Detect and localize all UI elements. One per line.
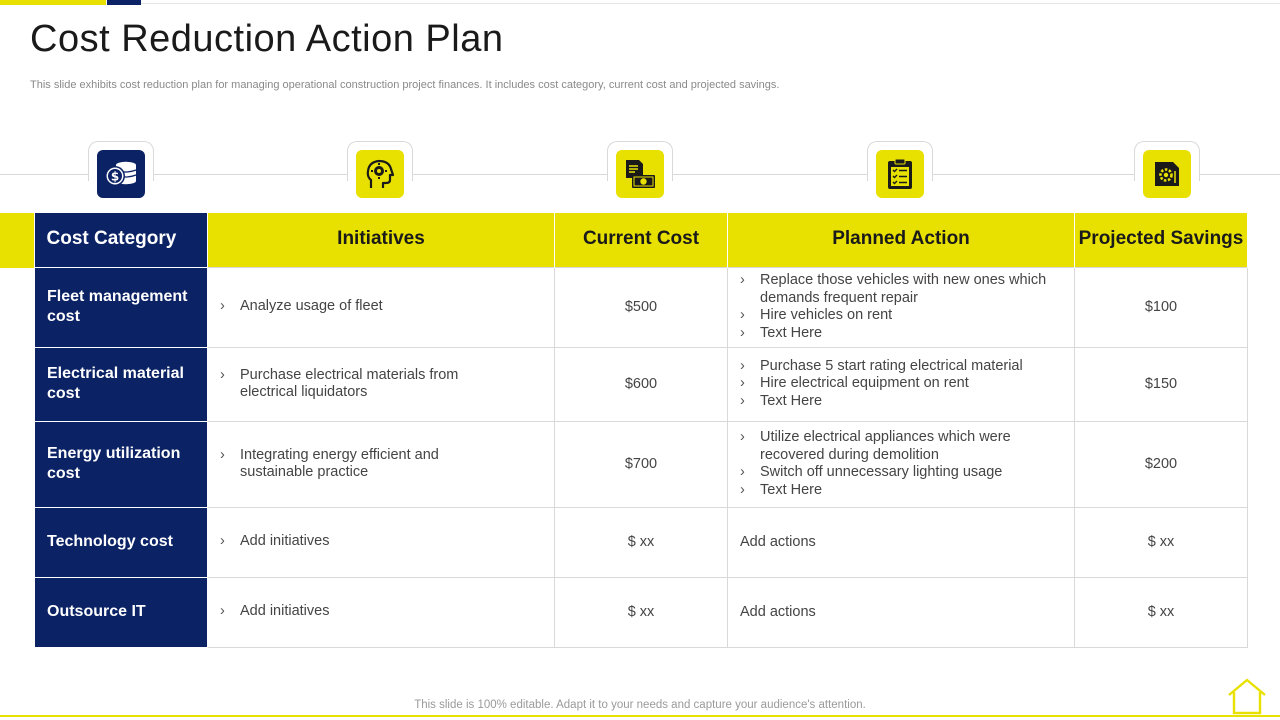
icon-holder-planned-action [867,141,933,207]
header-initiatives: Initiatives [208,213,555,267]
action-text: Text Here [760,392,823,409]
action-text: Replace those vehicles with new ones which demands frequent repair [760,272,1047,306]
settings-document-icon [1143,150,1191,198]
action-text: Purchase 5 start rating electrical material [760,357,1023,374]
initiative-text: Add initiatives [240,603,330,620]
row-projected-savings: $ xx [1075,577,1248,647]
row-planned-action: Add actions [728,507,1075,577]
table-row [35,421,1248,507]
top-accent-yellow [0,0,106,5]
row-projected-savings: $ xx [1075,507,1248,577]
initiative-text: Integrating energy efficient and sustainable practice [240,446,439,480]
left-accent-stub [0,213,34,268]
row-initiatives: › Add initiatives [208,507,555,577]
home-icon[interactable] [1226,677,1268,715]
page-title: Cost Reduction Action Plan [30,18,504,60]
row-current-cost: $ xx [555,507,728,577]
row-current-cost: $500 [555,267,728,347]
icon-holder-current-cost [607,141,673,207]
initiative-text: Purchase electrical materials from electrical liquidators [240,366,459,400]
row-planned-action: Add actions [728,577,1075,647]
action-text: Text Here [760,324,823,341]
table-row [35,347,1248,421]
row-current-cost: $700 [555,421,728,507]
action-text: Hire vehicles on rent [760,307,893,323]
bill-money-icon [616,150,664,198]
coins-dollar-icon [97,150,145,198]
top-accent-navy [107,0,141,5]
bottom-accent-line [0,715,1280,717]
row-initiatives: › Integrating energy efficient and sustainable practice [208,421,555,507]
row-projected-savings: $100 [1075,267,1248,347]
row-category: Technology cost [35,507,208,577]
row-initiatives: › Analyze usage of fleet [208,267,555,347]
row-initiatives: › Add initiatives [208,577,555,647]
row-planned-action: › Utilize electrical appliances which were recovered during demolition › Switch off unnecessary lighting usage › Text Here [728,421,1075,507]
row-category: Outsource IT [35,577,208,647]
header-projected-savings: Projected Savings [1075,213,1248,267]
icon-holder-projected-savings [1134,141,1200,207]
page-subtitle: This slide exhibits cost reduction plan for managing operational construction project finances. It includes cost category, current cost and projected savings. [30,79,780,91]
row-projected-savings: $200 [1075,421,1248,507]
table-row [35,267,1248,347]
top-divider [141,3,1280,4]
initiative-text: Add initiatives [240,533,330,550]
svg-text:$: $ [110,169,120,184]
row-planned-action: › Replace those vehicles with new ones which demands frequent repair › Hire vehicles on rent › Text Here [728,267,1075,347]
table-row [35,507,1248,577]
cost-reduction-table [34,213,1248,648]
action-text: Utilize electrical appliances which were recovered during demolition [760,429,1011,463]
footer-note: This slide is 100% editable. Adapt it to your needs and capture your audience's attention. [414,699,866,711]
initiative-text: Analyze usage of fleet [240,298,383,315]
row-category: Fleet management cost [35,267,208,347]
action-text: Hire electrical equipment on rent [760,375,969,392]
row-current-cost: $ xx [555,577,728,647]
action-text: Text Here [760,481,823,498]
header-planned-action: Planned Action [728,213,1075,267]
icon-holder-initiatives [347,141,413,207]
row-category: Electrical material cost [35,347,208,421]
row-current-cost: $600 [555,347,728,421]
header-cost-category: Cost Category [35,213,208,267]
header-current-cost: Current Cost [555,213,728,267]
checklist-icon [876,150,924,198]
row-projected-savings: $150 [1075,347,1248,421]
icon-holder-cost-category [88,141,154,207]
head-idea-icon [356,150,404,198]
row-initiatives: › Purchase electrical materials from electrical liquidators [208,347,555,421]
row-planned-action: › Purchase 5 start rating electrical material › Hire electrical equipment on rent › Text Here [728,347,1075,421]
table-header-row [35,213,1248,267]
action-text: Switch off unnecessary lighting usage [760,464,1003,480]
table-row [35,577,1248,647]
row-category: Energy utilization cost [35,421,208,507]
